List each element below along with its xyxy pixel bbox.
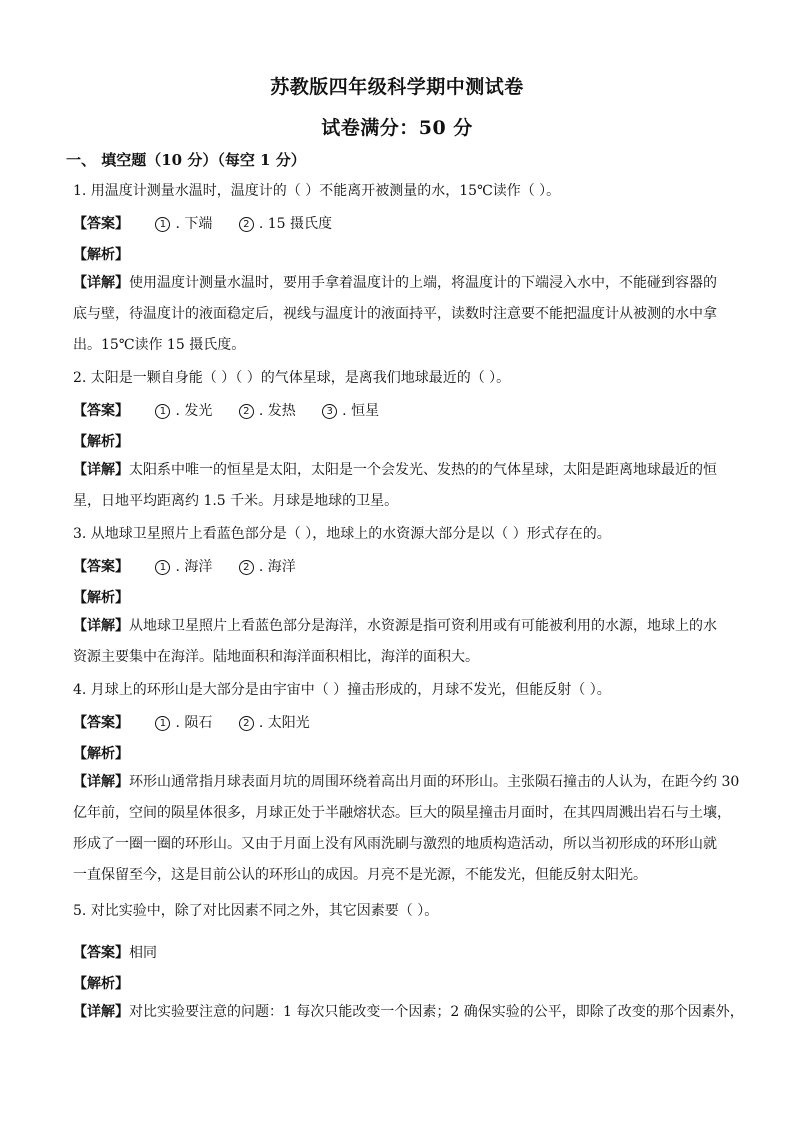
detail-4: 【详解】环形山通常指月球表面月坑的周围环绕着高出月面的环形山。主张陨石撞击的人认为，在距今约 30 亿年前，空间的陨星体很多，月球正处于半融熔状态。巨大的陨星撞击月面时，在其四周溅出岩石与土壤， 形成了一圈一圈的环形山。又由于月面上没有风雨洗刷与激烈的地质构造活动，所以当初形成的环形山就 一直保留至今，这是目前公认的环形山的成因。月亮不是光源，不能发光，但能反射太阳光。 bbox=[73, 774, 740, 883]
answer-option: 2 . 太阳光 bbox=[239, 712, 310, 732]
analysis-label: 【解析】 bbox=[73, 247, 129, 263]
answer-label: 【答案】 bbox=[73, 715, 129, 731]
answer-option: 2 . 发热 bbox=[239, 400, 296, 420]
answer-option: 2 . 海洋 bbox=[239, 556, 296, 576]
answer-label: 【答案】 bbox=[73, 216, 129, 232]
answer-row-1 bbox=[73, 213, 332, 233]
detail-3: 【详解】从地球卫星照片上看蓝色部分是海洋，水资源是指可资利用或有可能被利用的水源，地球上的水 资源主要集中在海洋。陆地面积和海洋面积相比，海洋的面积大。 bbox=[73, 618, 717, 665]
answer-option: 1 . 发光 bbox=[155, 400, 212, 420]
analysis-label: 【解析】 bbox=[73, 434, 129, 450]
answer-option: 1 . 海洋 bbox=[155, 556, 212, 576]
question-2: 2. 太阳是一颗自身能（ ）（ ）的气体星球，是离我们地球最近的（ ）。 bbox=[73, 370, 511, 386]
answer-option: 2 . 15 摄氏度 bbox=[239, 213, 332, 233]
question-1: 1. 用温度计测量水温时，温度计的（ ）不能离开被测量的水，15℃读作（ ）。 bbox=[73, 183, 561, 199]
answer-label: 【答案】 bbox=[73, 403, 129, 419]
page-title: 苏教版四年级科学期中测试卷 bbox=[270, 76, 524, 98]
question-3: 3. 从地球卫星照片上看蓝色部分是（ ），地球上的水资源大部分是以（ ）形式存在的。 bbox=[73, 526, 611, 542]
answer-option: 3 . 恒星 bbox=[322, 400, 379, 420]
answer-option: 1 . 陨石 bbox=[155, 712, 212, 732]
answer-row-5 bbox=[73, 942, 157, 962]
detail-5: 【详解】对比实验要注意的问题：1 每次只能改变一个因素；2 确保实验的公平，即除了改变的那个因素外， bbox=[73, 1004, 744, 1020]
page-subtitle: 试卷满分：50 分 bbox=[321, 117, 473, 139]
answer-row-2 bbox=[73, 400, 379, 420]
answer-label: 【答案】 bbox=[73, 945, 129, 961]
answer-row-4 bbox=[73, 712, 310, 732]
answer-label: 【答案】 bbox=[73, 559, 129, 575]
answer-option: 1 . 下端 bbox=[155, 213, 212, 233]
analysis-label: 【解析】 bbox=[73, 976, 129, 992]
analysis-label: 【解析】 bbox=[73, 590, 129, 606]
answer-text: 相同 bbox=[129, 945, 157, 961]
answer-row-3 bbox=[73, 556, 296, 576]
section-heading: 一、 填空题（10 分）（每空 1 分） bbox=[66, 151, 306, 169]
question-4: 4. 月球上的环形山是大部分是由宇宙中（ ）撞击形成的，月球不发光，但能反射（ ）。 bbox=[73, 682, 611, 698]
detail-2: 【详解】太阳系中唯一的恒星是太阳，太阳是一个会发光、发热的的气体星球，太阳是距离地球最近的恒 星，日地平均距离约 1.5 千米。月球是地球的卫星。 bbox=[73, 462, 717, 509]
analysis-label: 【解析】 bbox=[73, 746, 129, 762]
detail-1: 【详解】使用温度计测量水温时，要用手拿着温度计的上端，将温度计的下端浸入水中，不能碰到容器的 底与壁，待温度计的液面稳定后，视线与温度计的液面持平，读数时注意要不能把温度计从被测的水中拿 出。15℃读作 15 摄氏度。 bbox=[73, 275, 717, 353]
question-5: 5. 对比实验中，除了对比因素不同之外，其它因素要（ ）。 bbox=[73, 903, 439, 919]
